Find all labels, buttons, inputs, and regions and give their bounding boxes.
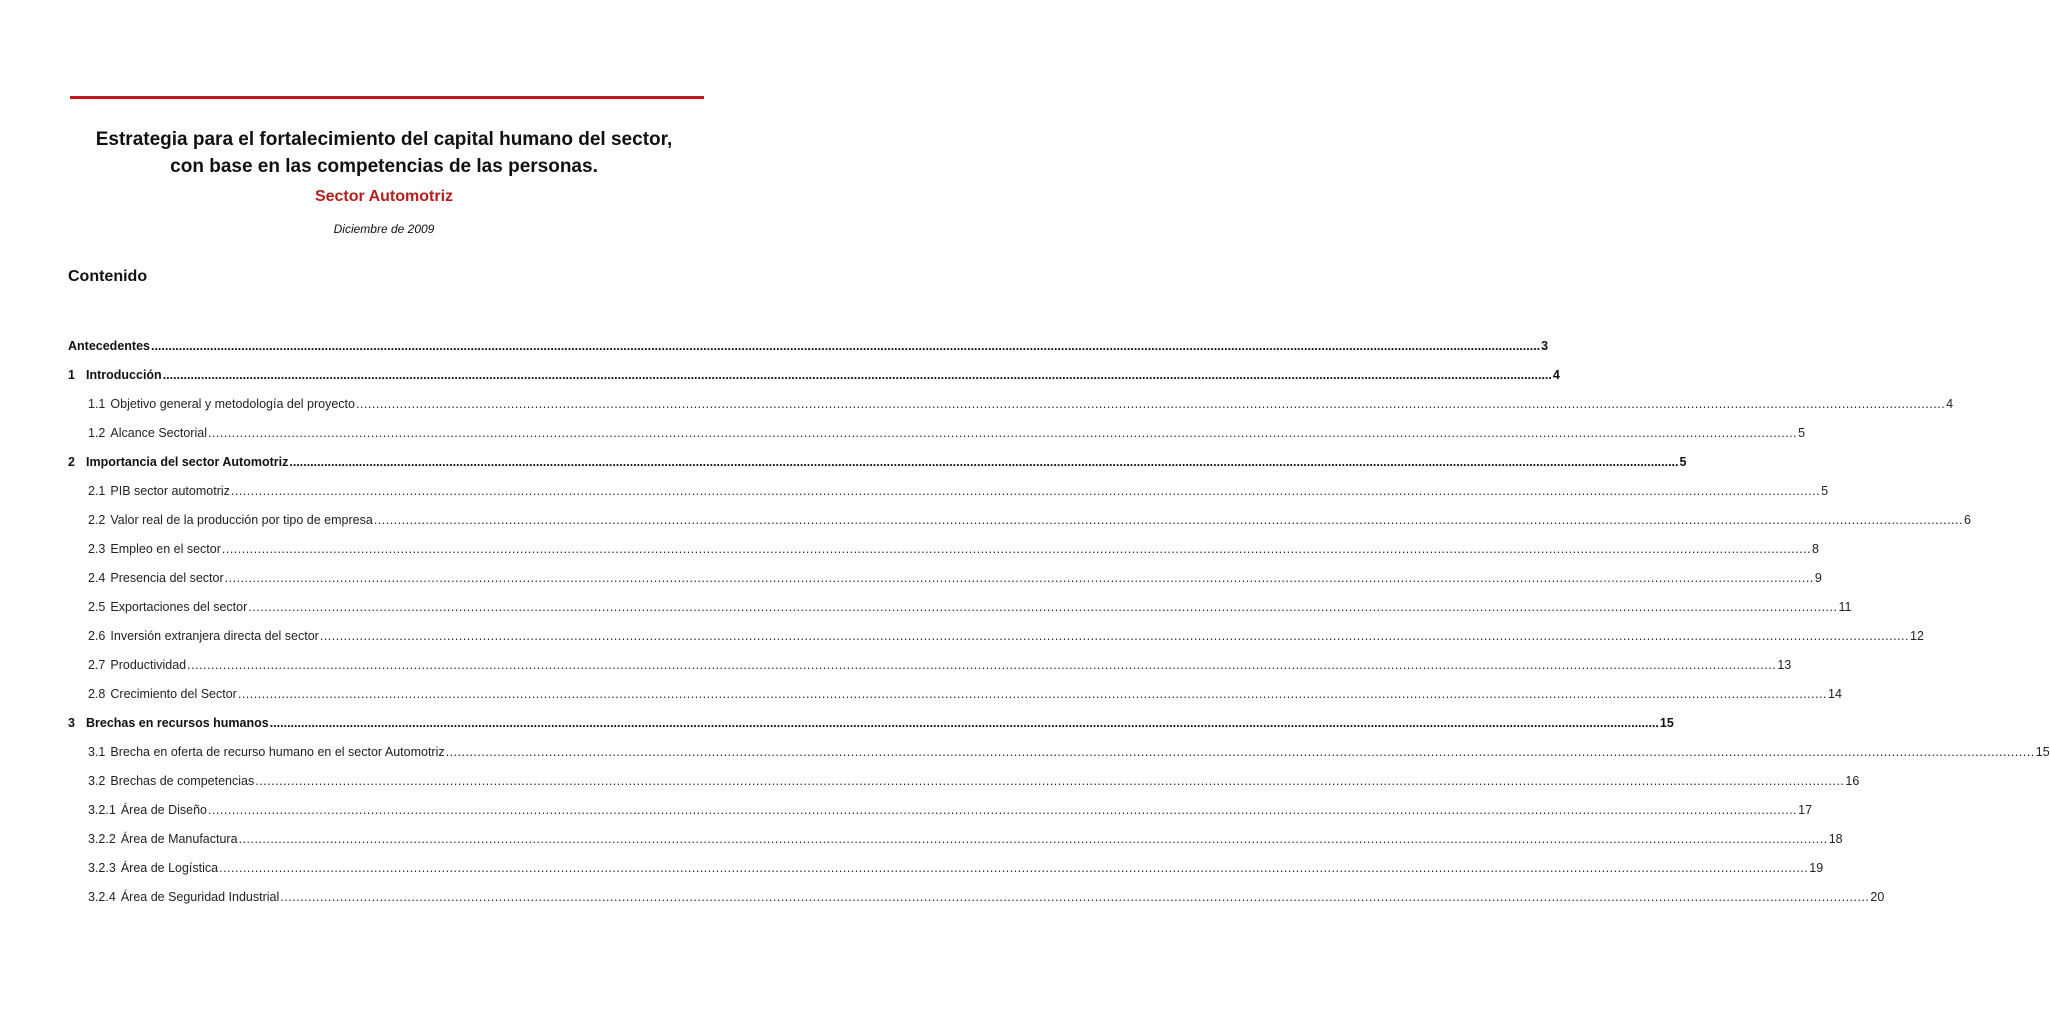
toc-page-number: 19 xyxy=(1809,861,1824,875)
toc-entry[interactable] xyxy=(88,541,1819,557)
document-subtitle: Sector Automotriz xyxy=(314,188,454,205)
toc-dot-leader: ................................................................................................................................................................................................................................................................................................................................................................................................................ xyxy=(219,861,1809,875)
toc-entry-number: 3.2 xyxy=(88,774,106,788)
toc-entry-label: Área de Logística xyxy=(120,861,219,875)
toc-entry[interactable] xyxy=(88,889,1885,905)
title-line-2: con base en las competencias de las personas. xyxy=(170,156,598,177)
toc-entry-number: 2.5 xyxy=(88,600,106,614)
toc-dot-leader: ................................................................................................................................................................................................................................................................................................................................................................................................................ xyxy=(289,455,1679,469)
toc-entry[interactable] xyxy=(68,454,1687,470)
toc-page-number: 17 xyxy=(1798,803,1813,817)
toc-dot-leader: ................................................................................................................................................................................................................................................................................................................................................................................................................ xyxy=(207,803,1798,817)
toc-entry-number: 2.3 xyxy=(88,542,106,556)
toc-dot-leader: ................................................................................................................................................................................................................................................................................................................................................................................................................ xyxy=(237,687,1828,701)
toc-entry-label: Exportaciones del sector xyxy=(110,600,248,614)
toc-dot-leader: ................................................................................................................................................................................................................................................................................................................................................................................................................ xyxy=(162,368,1552,382)
toc-entry-label: Área de Seguridad Industrial xyxy=(120,890,280,904)
toc-entry-number: 1.2 xyxy=(88,426,106,440)
toc-entry[interactable] xyxy=(88,831,1843,847)
toc-entry-number: 3.2.3 xyxy=(88,861,116,875)
toc-entry-label: Área de Diseño xyxy=(120,803,207,817)
toc-entry[interactable] xyxy=(68,338,1549,354)
toc-dot-leader: ................................................................................................................................................................................................................................................................................................................................................................................................................ xyxy=(230,484,1821,498)
toc-entry[interactable] xyxy=(88,628,1924,644)
toc-entry-number: 2.6 xyxy=(88,629,106,643)
toc-page-number: 9 xyxy=(1814,571,1822,585)
toc-entry-label: Brecha en oferta de recurso humano en el sector Automotriz xyxy=(110,745,445,759)
toc-page-number: 5 xyxy=(1821,484,1829,498)
toc-dot-leader: ................................................................................................................................................................................................................................................................................................................................................................................................................ xyxy=(248,600,1838,614)
toc-page-number: 14 xyxy=(1828,687,1842,701)
toc-page-number: 8 xyxy=(1812,542,1819,556)
toc-page-number: 4 xyxy=(1552,368,1560,382)
toc-entry-number: 2.1 xyxy=(88,484,106,498)
toc-page-number: 11 xyxy=(1838,600,1852,614)
toc-dot-leader: ................................................................................................................................................................................................................................................................................................................................................................................................................ xyxy=(280,890,1870,904)
toc-dot-leader: ................................................................................................................................................................................................................................................................................................................................................................................................................ xyxy=(255,774,1845,788)
toc-dot-leader: ................................................................................................................................................................................................................................................................................................................................................................................................................ xyxy=(319,629,1909,643)
toc-entry-number: 3.1 xyxy=(88,745,106,759)
toc-entry[interactable] xyxy=(88,744,2050,760)
toc-page-number: 5 xyxy=(1798,426,1806,440)
toc-entry[interactable] xyxy=(88,686,1842,702)
toc-entry-label: Objetivo general y metodología del proyecto xyxy=(110,397,355,411)
toc-entry-label: Valor real de la producción por tipo de empresa xyxy=(110,513,373,527)
toc-page-number: 5 xyxy=(1679,455,1687,469)
toc-entry-number: 3.2.1 xyxy=(88,803,116,817)
toc-entry-number: 3.2.2 xyxy=(88,832,116,846)
toc-page-number: 12 xyxy=(1910,629,1924,643)
toc-entry-number: 2.7 xyxy=(88,658,106,672)
contents-heading: Contenido xyxy=(68,268,148,285)
toc-entry[interactable] xyxy=(88,425,1806,441)
toc-entry[interactable] xyxy=(88,860,1824,876)
toc-entry[interactable] xyxy=(88,599,1852,615)
toc-dot-leader: ................................................................................................................................................................................................................................................................................................................................................................................................................ xyxy=(207,426,1798,440)
toc-entry[interactable] xyxy=(68,715,1674,731)
toc-page-number: 15 xyxy=(1659,716,1674,730)
toc-entry-label: Productividad xyxy=(110,658,187,672)
toc-entry-label: Introducción xyxy=(86,368,162,382)
toc-page-number: 18 xyxy=(1828,832,1843,846)
toc-entry-label: Antecedentes xyxy=(68,339,150,353)
toc-entry-number: 2.8 xyxy=(88,687,106,701)
toc-dot-leader: ................................................................................................................................................................................................................................................................................................................................................................................................................ xyxy=(355,397,1946,411)
toc-entry-number: 3.2.4 xyxy=(88,890,116,904)
toc-entry-number: 1 xyxy=(68,368,75,382)
toc-page-number: 4 xyxy=(1946,397,1954,411)
toc-dot-leader: ................................................................................................................................................................................................................................................................................................................................................................................................................ xyxy=(187,658,1777,672)
toc-entry-label: Crecimiento del Sector xyxy=(110,687,237,701)
toc-entry-number: 1.1 xyxy=(88,397,106,411)
toc-entry-label: Importancia del sector Automotriz xyxy=(86,455,289,469)
toc-dot-leader: ................................................................................................................................................................................................................................................................................................................................................................................................................ xyxy=(221,542,1812,556)
toc-entry-label: Presencia del sector xyxy=(110,571,224,585)
toc-entry[interactable] xyxy=(88,802,1813,818)
toc-entry-number: 3 xyxy=(68,716,75,730)
toc-entry-number: 2.2 xyxy=(88,513,106,527)
toc-entry[interactable] xyxy=(88,570,1822,586)
toc-entry-label: Área de Manufactura xyxy=(120,832,238,846)
toc-page-number: 13 xyxy=(1777,658,1792,672)
toc-entry[interactable] xyxy=(68,367,1560,383)
toc-entry[interactable] xyxy=(88,512,1971,528)
toc-page-number: 6 xyxy=(1963,513,1971,527)
toc-entry-number: 2 xyxy=(68,455,75,469)
toc-entry[interactable] xyxy=(88,483,1829,499)
toc-entry[interactable] xyxy=(88,657,1792,673)
toc-entry-label: Inversión extranjera directa del sector xyxy=(110,629,319,643)
toc-page-number: 3 xyxy=(1541,339,1549,353)
toc-entry-label: Brechas de competencias xyxy=(110,774,255,788)
toc-entry-label: Brechas en recursos humanos xyxy=(86,716,269,730)
toc-dot-leader: ................................................................................................................................................................................................................................................................................................................................................................................................................ xyxy=(269,716,1659,730)
toc-entry[interactable] xyxy=(88,396,1954,412)
toc-page-number: 16 xyxy=(1845,774,1860,788)
toc-entry-label: PIB sector automotriz xyxy=(110,484,230,498)
toc-dot-leader: ................................................................................................................................................................................................................................................................................................................................................................................................................ xyxy=(445,745,2035,759)
toc-entry-label: Alcance Sectorial xyxy=(110,426,207,440)
toc-dot-leader: ................................................................................................................................................................................................................................................................................................................................................................................................................ xyxy=(373,513,1963,527)
toc-dot-leader: ................................................................................................................................................................................................................................................................................................................................................................................................................ xyxy=(224,571,1814,585)
toc-entry-label: Empleo en el sector xyxy=(110,542,221,556)
toc-dot-leader: ................................................................................................................................................................................................................................................................................................................................................................................................................ xyxy=(150,339,1541,353)
toc-entry[interactable] xyxy=(88,773,1860,789)
toc-page-number: 15 xyxy=(2035,745,2050,759)
toc-entry-number: 2.4 xyxy=(88,571,106,585)
document-date: Diciembre de 2009 xyxy=(333,222,435,236)
toc-page-number: 20 xyxy=(1870,890,1885,904)
title-line-1: Estrategia para el fortalecimiento del capital humano del sector, xyxy=(95,129,673,150)
toc-dot-leader: ................................................................................................................................................................................................................................................................................................................................................................................................................ xyxy=(238,832,1828,846)
